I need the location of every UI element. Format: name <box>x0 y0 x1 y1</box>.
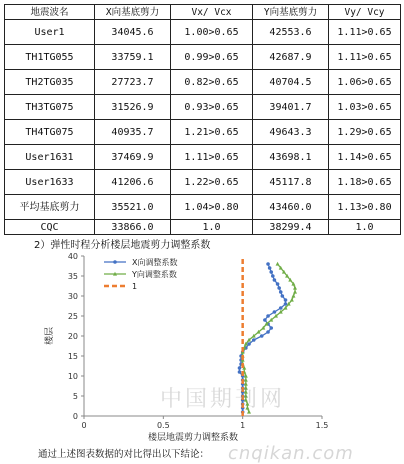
x-coefficient-point <box>273 278 277 282</box>
table-cell: 1.0 <box>329 220 401 235</box>
table-cell: 43460.0 <box>253 195 329 220</box>
x-coefficient-point <box>284 298 288 302</box>
x-coefficient-point <box>268 266 272 270</box>
y-tick-label: 15 <box>67 352 78 361</box>
table-cell: TH1TG055 <box>5 45 95 70</box>
table-cell: 37469.9 <box>95 145 171 170</box>
table-cell: 1.18>0.65 <box>329 170 401 195</box>
table-header-row <box>5 5 401 20</box>
x-coefficient-point <box>266 262 270 266</box>
table-cell: 1.06>0.65 <box>329 70 401 95</box>
table-row <box>5 170 401 195</box>
y-tick-label: 35 <box>67 272 78 281</box>
x-coefficient-point <box>279 306 283 310</box>
legend-label: 1 <box>132 282 138 291</box>
table-cell: TH2TG035 <box>5 70 95 95</box>
table-cell: 33759.1 <box>95 45 171 70</box>
x-coefficient-point <box>252 338 256 342</box>
table-cell: 平均基底剪力 <box>5 195 95 220</box>
x-coefficient-point <box>238 370 242 374</box>
watermark-url: cnqikan.com <box>228 443 354 464</box>
legend-label: Y向调整系数 <box>132 270 177 279</box>
table-cell: 39401.7 <box>253 95 329 120</box>
x-coefficient-point <box>273 310 277 314</box>
table-cell: 34045.6 <box>95 20 171 45</box>
table-cell: 1.04>0.80 <box>171 195 253 220</box>
watermark: 中国期刊网 <box>160 387 286 412</box>
table-cell: CQC <box>5 220 95 235</box>
table-cell: 42553.6 <box>253 20 329 45</box>
table-cell: 33866.0 <box>95 220 171 235</box>
table-row <box>5 120 401 145</box>
table-cell: 0.99>0.65 <box>171 45 253 70</box>
x-coefficient-point <box>279 290 283 294</box>
x-coefficient-point <box>277 286 281 290</box>
table-cell: 1.13>0.80 <box>329 195 401 220</box>
x-coefficient-point <box>247 342 251 346</box>
table-header-cell: Vx/ Vcx <box>171 5 253 20</box>
y-coefficient-point <box>290 298 294 302</box>
table-cell: 1.29>0.65 <box>329 120 401 145</box>
x-coefficient-point <box>276 282 280 286</box>
table-cell: 40704.5 <box>253 70 329 95</box>
y-coefficient-point <box>293 290 297 294</box>
y-tick-label: 40 <box>67 252 78 261</box>
adjustment-coefficient-chart <box>40 248 360 443</box>
x-tick-label: 1.5 <box>315 421 329 430</box>
table-cell: 43698.1 <box>253 145 329 170</box>
table-header-cell: 地震波名 <box>5 5 95 20</box>
table-cell: 49643.3 <box>253 120 329 145</box>
y-tick-label: 30 <box>67 292 78 301</box>
y-tick-label: 25 <box>67 312 78 321</box>
table-cell: 1.11>0.65 <box>329 45 401 70</box>
seismic-shear-table <box>4 4 401 235</box>
x-coefficient-point <box>238 366 242 370</box>
table-row <box>5 95 401 120</box>
x-tick-label: 0 <box>81 421 87 430</box>
y-coefficient-point <box>291 294 295 298</box>
table-cell: 1.00>0.65 <box>171 20 253 45</box>
table-cell: TH4TG075 <box>5 120 95 145</box>
figure-caption: 2）弹性时程分析楼层地震剪力调整系数 <box>34 240 211 251</box>
table-row <box>5 70 401 95</box>
table-cell: 27723.7 <box>95 70 171 95</box>
x-coefficient-point <box>269 326 273 330</box>
y-tick-label: 10 <box>67 372 78 381</box>
x-axis-label: 楼层地震剪力调整系数 <box>147 433 239 443</box>
table-cell: 1.11>0.65 <box>329 20 401 45</box>
legend-marker <box>113 260 117 264</box>
table-cell: 42687.9 <box>253 45 329 70</box>
x-coefficient-point <box>281 294 285 298</box>
x-coefficient-point <box>263 318 267 322</box>
y-tick-label: 5 <box>72 392 78 401</box>
table-row <box>5 145 401 170</box>
table-row <box>5 195 401 220</box>
table-cell: 1.0 <box>171 220 253 235</box>
table-cell: 45117.8 <box>253 170 329 195</box>
table-cell: 31526.9 <box>95 95 171 120</box>
y-axis-label: 楼层 <box>45 326 55 346</box>
table-header-cell: X向基底剪力 <box>95 5 171 20</box>
table-header-cell: Vy/ Vcy <box>329 5 401 20</box>
y-coefficient-point <box>276 262 280 266</box>
table-cell: 38299.4 <box>253 220 329 235</box>
x-tick-label: 1 <box>240 421 246 430</box>
conclusion-text: 通过上述图表数据的对比得出以下结论： <box>38 449 210 460</box>
x-tick-label: 0.5 <box>156 421 170 430</box>
table-row <box>5 220 401 235</box>
x-coefficient-point <box>271 274 275 278</box>
table-cell: 41206.6 <box>95 170 171 195</box>
table-cell: User1633 <box>5 170 95 195</box>
x-coefficient-point <box>284 302 288 306</box>
table-cell: 1.22>0.65 <box>171 170 253 195</box>
x-coefficient-point <box>266 314 270 318</box>
table-cell: 1.11>0.65 <box>171 145 253 170</box>
table-cell: User1631 <box>5 145 95 170</box>
table-cell: 1.21>0.65 <box>171 120 253 145</box>
table-header-cell: Y向基底剪力 <box>253 5 329 20</box>
table-cell: TH3TG075 <box>5 95 95 120</box>
x-coefficient-point <box>269 270 273 274</box>
table-cell: 40935.7 <box>95 120 171 145</box>
table-cell: 0.82>0.65 <box>171 70 253 95</box>
y-tick-label: 0 <box>72 412 78 421</box>
table-cell: 1.14>0.65 <box>329 145 401 170</box>
legend-label: X向调整系数 <box>132 258 178 267</box>
table-row <box>5 45 401 70</box>
table-row <box>5 20 401 45</box>
y-tick-label: 20 <box>67 332 78 341</box>
table-cell: 35521.0 <box>95 195 171 220</box>
x-coefficient-point <box>266 330 270 334</box>
y-coefficient-point <box>293 286 297 290</box>
x-coefficient-point <box>260 334 264 338</box>
table-cell: User1 <box>5 20 95 45</box>
table-cell: 0.93>0.65 <box>171 95 253 120</box>
table-cell: 1.03>0.65 <box>329 95 401 120</box>
